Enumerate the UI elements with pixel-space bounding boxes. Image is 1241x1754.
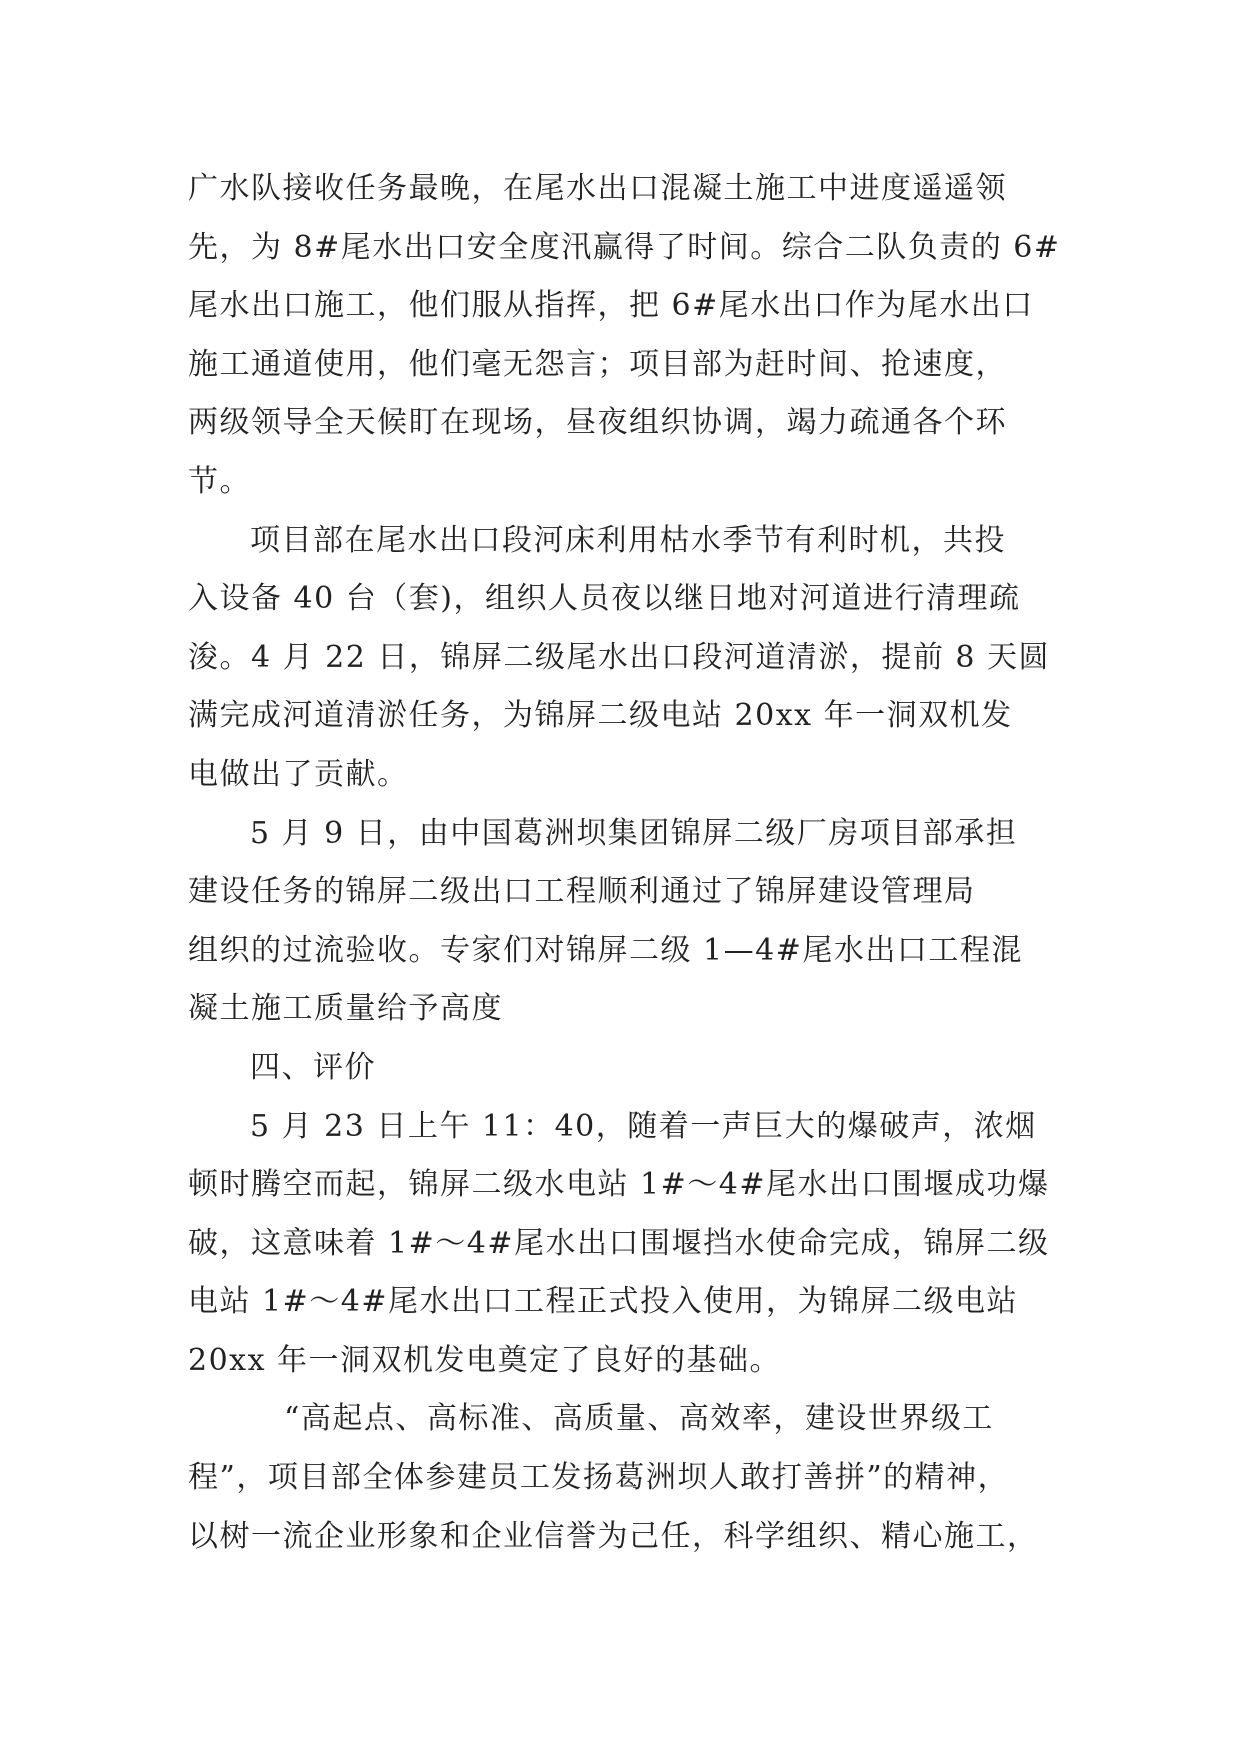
text-line: 以树一流企业形象和企业信誉为己任，科学组织、精心施工， <box>188 1518 1039 1554</box>
document-body <box>188 160 1064 1566</box>
paragraph-first-line: “高起点、高标准、高质量、高效率，建设世界级工 <box>284 1401 994 1437</box>
text-line: 施工通道使用，他们毫无怨言；项目部为赶时间、抢速度， <box>188 346 1007 382</box>
text-line: 电做出了贡献。 <box>188 756 409 792</box>
text-line: 电站 1#～4#尾水出口工程正式投入使用，为锦屏二级电站 <box>188 1284 1018 1320</box>
text-line: 20xx 年一洞双机发电奠定了良好的基础。 <box>188 1342 782 1378</box>
paragraph-first-line: 项目部在尾水出口段河床利用枯水季节有利时机，共投 <box>250 522 1006 558</box>
text-line: 浚。4 月 22 日，锦屏二级尾水出口段河道清淤，提前 8 天圆 <box>188 639 1051 675</box>
section-heading: 四、评价 <box>250 1049 376 1085</box>
paragraph-first-line: 5 月 23 日上午 11：40，随着一声巨大的爆破声，浓烟 <box>250 1108 1037 1144</box>
text-line: 节。 <box>188 463 251 499</box>
text-line: 两级领导全天候盯在现场，昼夜组织协调，竭力疏通各个环 <box>188 405 1007 441</box>
text-line: 建设任务的锦屏二级出口工程顺利通过了锦屏建设管理局 <box>188 874 976 910</box>
text-line: 尾水出口施工，他们服从指挥，把 6#尾水出口作为尾水出口 <box>188 288 1034 324</box>
text-line: 组织的过流验收。专家们对锦屏二级 1—4#尾水出口工程混 <box>188 932 1023 968</box>
text-line: 程”，项目部全体参建员工发扬葛洲坝人敢打善拼”的精神， <box>188 1460 1010 1496</box>
text-line: 入设备 40 台（套)，组织人员夜以继日地对河道进行清理疏 <box>188 581 1021 617</box>
text-line: 满完成河道清淤任务，为锦屏二级电站 20xx 年一洞双机发 <box>188 698 1013 734</box>
paragraph-first-line: 5 月 9 日，由中国葛洲坝集团锦屏二级厂房项目部承担 <box>250 815 1018 851</box>
text-line: 顿时腾空而起，锦屏二级水电站 1#～4#尾水出口围堰成功爆 <box>188 1167 1050 1203</box>
text-line: 凝土施工质量给予高度 <box>188 991 503 1027</box>
text-line: 先，为 8#尾水出口安全度汛赢得了时间。综合二队负责的 6# <box>188 229 1061 265</box>
text-line: 广水队接收任务最晚，在尾水出口混凝土施工中进度遥遥领 <box>188 171 1007 206</box>
text-line: 破，这意味着 1#～4#尾水出口围堰挡水使命完成，锦屏二级 <box>188 1225 1050 1261</box>
